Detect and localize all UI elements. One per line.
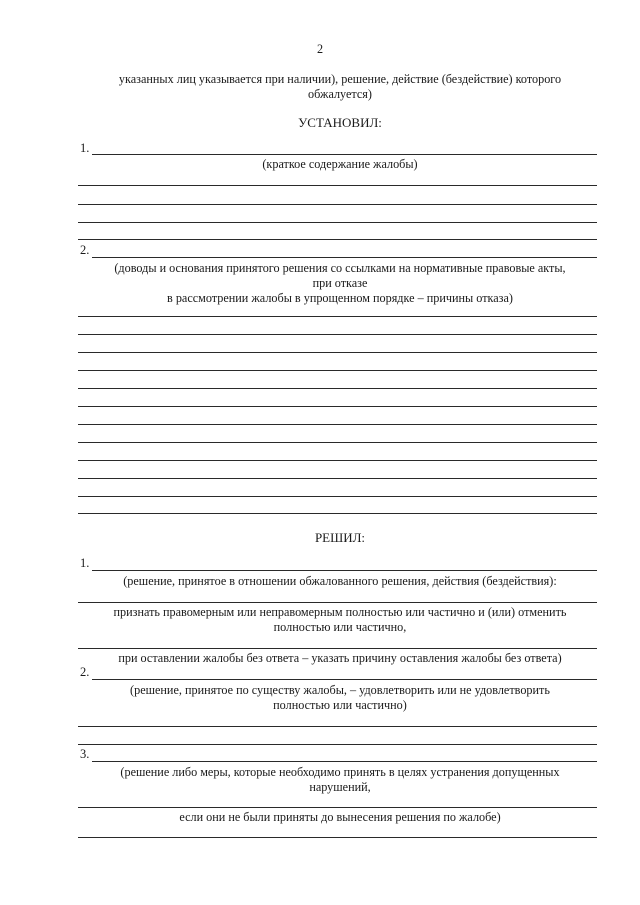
form-line — [78, 370, 597, 371]
established-item-2-number: 2. — [80, 243, 90, 257]
decided-item-3-number: 3. — [80, 747, 90, 761]
form-line — [78, 602, 597, 603]
form-line — [92, 154, 597, 155]
form-line — [78, 513, 597, 514]
decided-item-1-hint-2: признать правомерным или неправомерным полностью или частично и (или) отменить — [113, 605, 567, 619]
decided-item-3-hint-2: нарушений, — [309, 780, 371, 794]
decided-item-3-hint-1: (решение либо меры, которые необходимо принять в целях устранения допущенных — [120, 765, 560, 779]
form-line — [78, 352, 597, 353]
form-line — [78, 442, 597, 443]
decided-item-2-hint-2: полностью или частично) — [273, 698, 407, 712]
intro-line-1: указанных лиц указывается при наличии), решение, действие (бездействие) которого — [118, 72, 562, 86]
form-line — [78, 837, 597, 838]
established-item-2-hint-2: при отказе — [312, 276, 368, 290]
form-line — [92, 257, 597, 258]
decided-item-2-hint-1: (решение, принятое по существу жалобы, – удовлетворить или не удовлетворить — [130, 683, 550, 697]
form-line — [92, 570, 597, 571]
decided-item-3-hint-3: если они не были приняты до вынесения решения по жалобе) — [179, 810, 501, 824]
form-line — [78, 807, 597, 808]
form-line — [78, 334, 597, 335]
form-line — [78, 316, 597, 317]
established-item-1-hint: (краткое содержание жалобы) — [262, 157, 418, 171]
form-line — [78, 460, 597, 461]
form-line — [78, 388, 597, 389]
form-line — [78, 239, 597, 240]
established-item-2-hint-1: (доводы и основания принятого решения со ссылками на нормативные правовые акты, — [114, 261, 566, 275]
form-line — [78, 744, 597, 745]
form-line — [78, 496, 597, 497]
established-item-2-hint-3: в рассмотрении жалобы в упрощенном порядке – причины отказа) — [167, 291, 513, 305]
decided-item-1-hint-3: полностью или частично, — [273, 620, 407, 634]
form-line — [78, 406, 597, 407]
form-line — [78, 222, 597, 223]
established-item-1-number: 1. — [80, 141, 90, 155]
decided-item-1-number: 1. — [80, 556, 90, 570]
decided-item-1-hint-4: при оставлении жалобы без ответа – указать причину оставления жалобы без ответа) — [118, 651, 562, 665]
form-line — [78, 204, 597, 205]
decided-item-2-number: 2. — [80, 665, 90, 679]
decided-item-1-hint-1: (решение, принятое в отношении обжалованного решения, действия (бездействия): — [123, 574, 557, 588]
form-line — [78, 478, 597, 479]
form-line — [92, 679, 597, 680]
established-heading: УСТАНОВИЛ: — [298, 115, 382, 130]
form-line — [78, 726, 597, 727]
form-line — [78, 424, 597, 425]
decided-heading: РЕШИЛ: — [314, 530, 366, 545]
intro-line-2: обжалуется) — [308, 87, 372, 101]
form-line — [78, 648, 597, 649]
form-line — [78, 185, 597, 186]
page-number: 2 — [316, 42, 324, 56]
form-line — [92, 761, 597, 762]
